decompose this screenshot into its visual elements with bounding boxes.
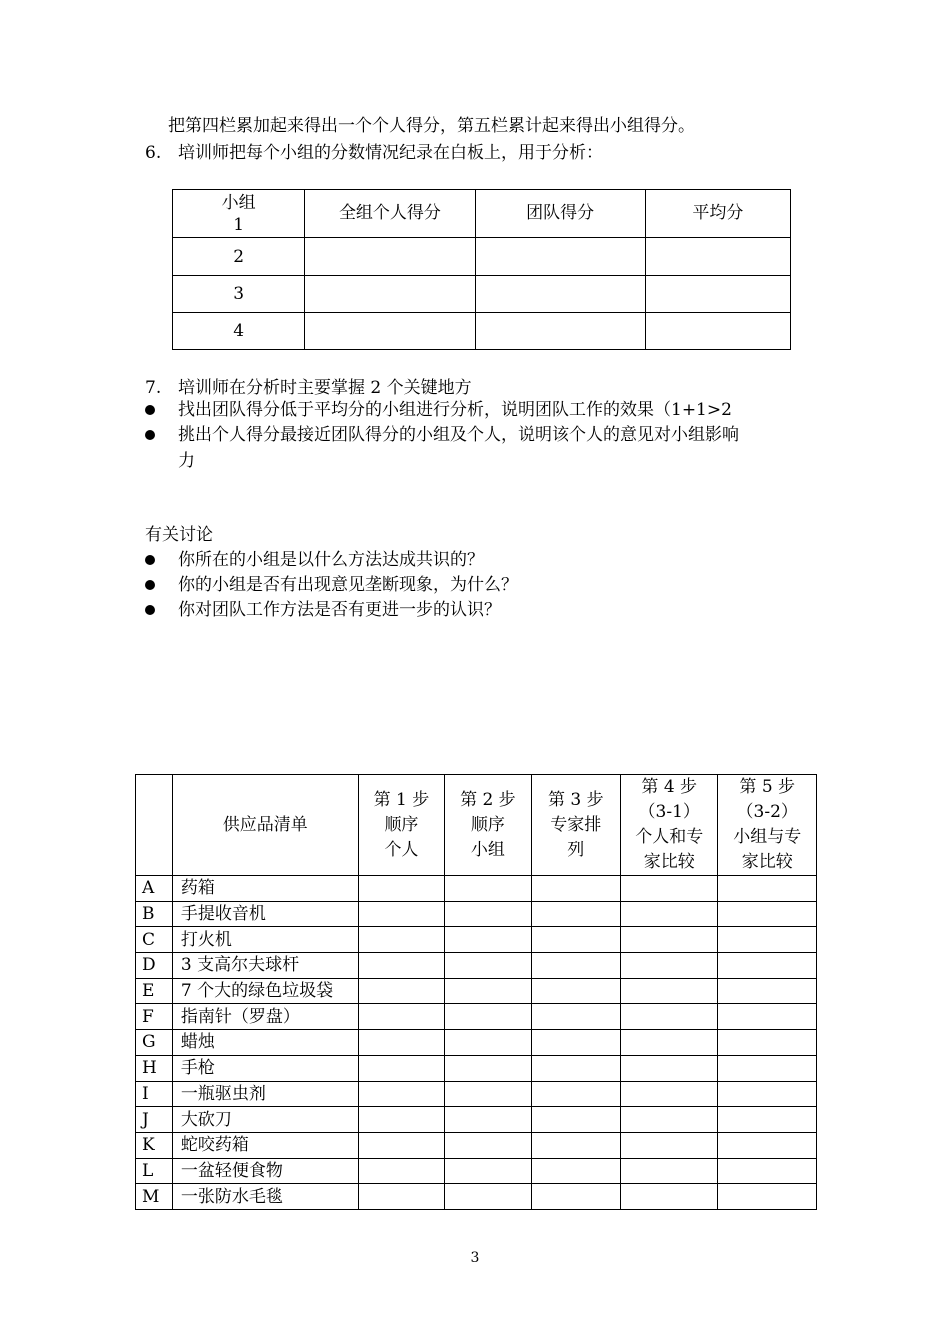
cell-team <box>475 276 645 313</box>
header-step-1-line: 个人 <box>384 839 419 860</box>
header-step-4-line: （3-1） <box>638 802 700 822</box>
cell-individual <box>305 313 475 350</box>
row-id: E <box>136 978 173 1004</box>
row-id: J <box>136 1107 173 1133</box>
step-5-cell <box>718 927 817 953</box>
step-6-text: 培训师把每个小组的分数情况纪录在白板上，用于分析： <box>178 143 603 163</box>
step-2-cell <box>445 901 531 927</box>
bullet-item-2: 挑出个人得分最接近团队得分的小组及个人，说明该个人的意见对小组影响 <box>178 425 739 445</box>
step-1-cell <box>358 1030 444 1056</box>
table-row <box>136 1081 817 1107</box>
page-number: 3 <box>470 1250 480 1266</box>
bullet-icon <box>145 605 155 615</box>
header-step-1-line: 第 1 步 <box>373 789 430 810</box>
step-3-cell <box>531 927 620 953</box>
step-5-cell <box>718 978 817 1004</box>
row-item: 3 支高尔夫球杆 <box>172 953 358 979</box>
row-id: K <box>136 1132 173 1158</box>
step-5-cell <box>718 1107 817 1133</box>
step-3-cell <box>531 1158 620 1184</box>
cell-individual <box>305 276 475 313</box>
group-number: 3 <box>173 276 305 313</box>
row-id: B <box>136 901 173 927</box>
row-id: G <box>136 1030 173 1056</box>
row-id: L <box>136 1158 173 1184</box>
row-id: A <box>136 876 173 902</box>
step-5-cell <box>718 1030 817 1056</box>
cell-average <box>645 276 790 313</box>
table-row <box>173 238 791 276</box>
bullet-icon <box>145 580 155 590</box>
cell-team <box>475 313 645 350</box>
step-1-cell <box>358 978 444 1004</box>
table-row <box>136 1132 817 1158</box>
bullet-icon <box>145 430 155 440</box>
table-row <box>136 1184 817 1210</box>
step-3-cell <box>531 1030 620 1056</box>
cell-average <box>645 238 790 276</box>
score-table <box>172 189 791 350</box>
header-group <box>173 190 305 238</box>
step-1-cell <box>358 901 444 927</box>
table-row <box>136 1004 817 1030</box>
step-4-cell <box>621 1030 718 1056</box>
step-4-cell <box>621 1081 718 1107</box>
step-4-cell <box>621 1184 718 1210</box>
header-step-4 <box>621 775 718 876</box>
row-item: 指南针（罗盘） <box>172 1004 358 1030</box>
header-step-2 <box>445 775 531 876</box>
step-3-cell <box>531 1055 620 1081</box>
step-4-cell <box>621 978 718 1004</box>
row-id: C <box>136 927 173 953</box>
header-step-3-line: 专家排 <box>550 814 602 835</box>
row-id: D <box>136 953 173 979</box>
header-step-5-line: 家比较 <box>741 852 793 872</box>
bullet-item-2-continued: 力 <box>178 451 195 471</box>
group-number: 4 <box>173 313 305 350</box>
table-row <box>173 313 791 350</box>
discussion-item-1: 你所在的小组是以什么方法达成共识的？ <box>178 550 484 570</box>
header-step-2-line: 第 2 步 <box>460 789 516 810</box>
header-step-2-line: 顺序 <box>470 814 505 835</box>
table-row <box>136 978 817 1004</box>
header-step-5-line: （3-2） <box>736 802 798 822</box>
table-row <box>173 276 791 313</box>
step-4-cell <box>621 901 718 927</box>
table-row <box>136 901 817 927</box>
row-item: 蛇咬药箱 <box>172 1132 358 1158</box>
header-team-score: 团队得分 <box>475 190 645 238</box>
step-1-cell <box>358 1158 444 1184</box>
instruction-line-continued: 把第四栏累加起来得出一个个人得分，第五栏累计起来得出小组得分。 <box>168 116 695 136</box>
table-row <box>136 1107 817 1133</box>
step-7-number: 7. <box>145 378 162 398</box>
header-step-2-line: 小组 <box>470 839 505 860</box>
step-1-cell <box>358 927 444 953</box>
table-row <box>136 1158 817 1184</box>
bullet-icon <box>145 555 155 565</box>
step-5-cell <box>718 1132 817 1158</box>
step-5-cell <box>718 953 817 979</box>
step-4-cell <box>621 1158 718 1184</box>
step-3-cell <box>531 1081 620 1107</box>
row-item: 一瓶驱虫剂 <box>172 1081 358 1107</box>
row-item: 打火机 <box>172 927 358 953</box>
step-1-cell <box>358 1184 444 1210</box>
step-2-cell <box>445 1184 531 1210</box>
row-item: 药箱 <box>172 876 358 902</box>
step-2-cell <box>445 1004 531 1030</box>
step-4-cell <box>621 1107 718 1133</box>
header-step-3-line: 列 <box>567 839 585 860</box>
header-step-5 <box>718 775 817 876</box>
step-2-cell <box>445 1030 531 1056</box>
header-group-label: 小组 <box>221 192 256 213</box>
step-5-cell <box>718 1004 817 1030</box>
step-1-cell <box>358 876 444 902</box>
step-1-cell <box>358 1055 444 1081</box>
supply-body <box>136 876 817 1210</box>
row-item: 一盆轻便食物 <box>172 1158 358 1184</box>
step-2-cell <box>445 1055 531 1081</box>
step-4-cell <box>621 1132 718 1158</box>
step-2-cell <box>445 1107 531 1133</box>
table-row <box>136 953 817 979</box>
step-7-text: 培训师在分析时主要掌握 2 个关键地方 <box>178 378 472 398</box>
row-item: 手提收音机 <box>172 901 358 927</box>
step-4-cell <box>621 953 718 979</box>
bullet-item-1: 找出团队得分低于平均分的小组进行分析，说明团队工作的效果（1+1>2 <box>178 400 732 420</box>
step-5-cell <box>718 876 817 902</box>
row-id: I <box>136 1081 173 1107</box>
table-row <box>136 927 817 953</box>
step-3-cell <box>531 1132 620 1158</box>
header-group-first: 1 <box>233 214 245 235</box>
step-3-cell <box>531 876 620 902</box>
step-3-cell <box>531 978 620 1004</box>
row-id: F <box>136 1004 173 1030</box>
step-2-cell <box>445 876 531 902</box>
step-3-cell <box>531 1107 620 1133</box>
step-3-cell <box>531 1184 620 1210</box>
step-2-cell <box>445 927 531 953</box>
row-item: 7 个大的绿色垃圾袋 <box>172 978 358 1004</box>
row-item: 蜡烛 <box>172 1030 358 1056</box>
step-5-cell <box>718 1055 817 1081</box>
header-step-3 <box>531 775 620 876</box>
header-step-1-line: 顺序 <box>384 814 419 835</box>
step-5-cell <box>718 1158 817 1184</box>
step-1-cell <box>358 1107 444 1133</box>
step-2-cell <box>445 1081 531 1107</box>
table-row <box>136 876 817 902</box>
step-5-cell <box>718 1184 817 1210</box>
table-row <box>136 1030 817 1056</box>
bullet-icon <box>145 405 155 415</box>
header-step-3-line: 第 3 步 <box>547 789 604 810</box>
table-row <box>136 1055 817 1081</box>
group-number: 2 <box>173 238 305 276</box>
discussion-item-2: 你的小组是否有出现意见垄断现象，为什么？ <box>178 575 518 595</box>
row-item: 一张防水毛毯 <box>172 1184 358 1210</box>
step-1-cell <box>358 1081 444 1107</box>
header-average: 平均分 <box>645 190 790 238</box>
header-step-5-line: 小组与专 <box>733 827 802 847</box>
step-4-cell <box>621 876 718 902</box>
step-1-cell <box>358 1132 444 1158</box>
discussion-title: 有关讨论 <box>145 525 213 545</box>
step-2-cell <box>445 978 531 1004</box>
header-id <box>136 775 173 876</box>
step-1-cell <box>358 953 444 979</box>
header-supply-list: 供应品清单 <box>172 775 358 876</box>
row-id: M <box>136 1184 173 1210</box>
discussion-item-3: 你对团队工作方法是否有更进一步的认识？ <box>178 600 501 620</box>
step-4-cell <box>621 927 718 953</box>
step-2-cell <box>445 953 531 979</box>
header-individual-score: 全组个人得分 <box>305 190 475 238</box>
step-2-cell <box>445 1132 531 1158</box>
header-step-5-line: 第 5 步 <box>739 777 796 797</box>
supply-table <box>135 774 817 1210</box>
step-5-cell <box>718 901 817 927</box>
header-step-4-line: 第 4 步 <box>641 777 698 797</box>
step-6-number: 6. <box>145 143 162 163</box>
cell-average <box>645 313 790 350</box>
step-3-cell <box>531 901 620 927</box>
step-5-cell <box>718 1081 817 1107</box>
supply-header-row <box>136 775 817 876</box>
step-4-cell <box>621 1004 718 1030</box>
cell-team <box>475 238 645 276</box>
step-3-cell <box>531 1004 620 1030</box>
header-step-4-line: 家比较 <box>643 852 695 872</box>
header-step-1 <box>358 775 444 876</box>
row-id: H <box>136 1055 173 1081</box>
row-item: 手枪 <box>172 1055 358 1081</box>
header-step-4-line: 个人和专 <box>635 827 704 847</box>
step-3-cell <box>531 953 620 979</box>
step-2-cell <box>445 1158 531 1184</box>
step-1-cell <box>358 1004 444 1030</box>
cell-individual <box>305 238 475 276</box>
step-4-cell <box>621 1055 718 1081</box>
row-item: 大砍刀 <box>172 1107 358 1133</box>
